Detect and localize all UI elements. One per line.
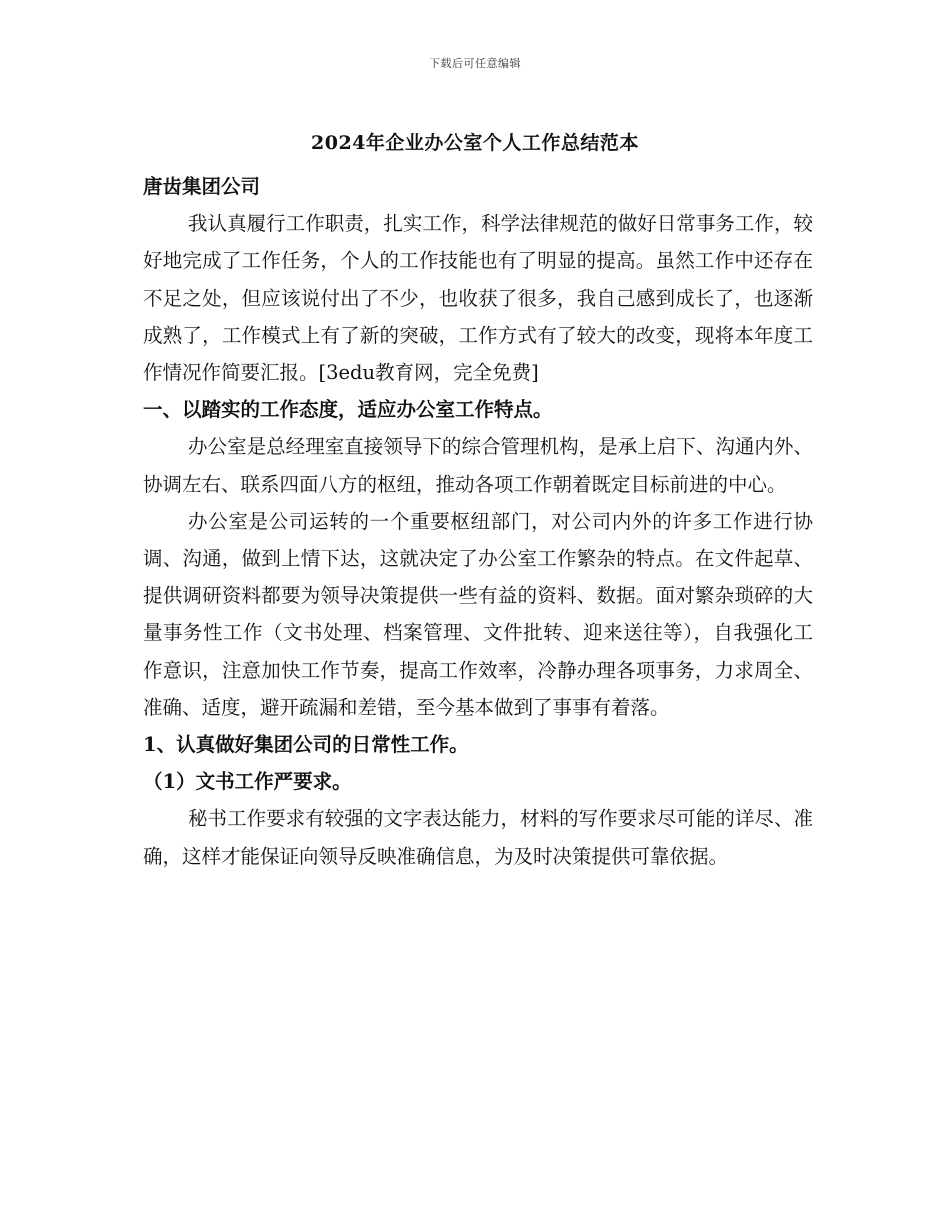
paragraph-office-features: 办公室是公司运转的一个重要枢纽部门，对公司内外的许多工作进行协调、沟通，做到上情下达，这就决定了办公室工作繁杂的特点。在文件起草、提供调研资料都要为领导决策提供一些有益的资料、数据。面对繁杂琐碎的大量事务性工作（文书处理、档案管理、文件批转、迎来送往等），自我强化工作意识，注意加快工作节奏，提高工作效率，冷静办理各项事务，力求周全、准确、适度，避开疏漏和差错，至今基本做到了事事有着落。 bbox=[143, 509, 813, 719]
paragraph-secretary-work: 秘书工作要求有较强的文字表达能力，材料的写作要求尽可能的详尽、准确，这样才能保证向领导反映准确信息，为及时决策提供可靠依据。 bbox=[143, 807, 813, 868]
company-name: 唐齿集团公司 bbox=[143, 175, 261, 198]
section-heading-1: 一、以踏实的工作态度，适应办公室工作特点。 bbox=[143, 398, 553, 422]
document-title: 2024年企业办公室个人工作总结范本 bbox=[311, 132, 639, 154]
document-body bbox=[143, 168, 813, 875]
section-heading-3: （1）文书工作严要求。 bbox=[143, 770, 352, 794]
paragraph-office-role: 办公室是总经理室直接领导下的综合管理机构，是承上启下、沟通内外、协调左右、联系四面八方的枢纽，推动各项工作朝着既定目标前进的中心。 bbox=[143, 435, 813, 496]
section-heading-2: 1、认真做好集团公司的日常性工作。 bbox=[143, 733, 469, 757]
header-note: 下载后可任意编辑 bbox=[429, 57, 521, 70]
intro-paragraph: 我认真履行工作职责，扎实工作，科学法律规范的做好日常事务工作，较好地完成了工作任务，个人的工作技能也有了明显的提高。虽然工作中还存在不足之处，但应该说付出了不少，也收获了很多，我自己感到成长了，也逐渐成熟了，工作模式上有了新的突破，工作方式有了较大的改变，现将本年度工作情况作简要汇报。[3edu教育网，完全免费] bbox=[143, 212, 813, 385]
